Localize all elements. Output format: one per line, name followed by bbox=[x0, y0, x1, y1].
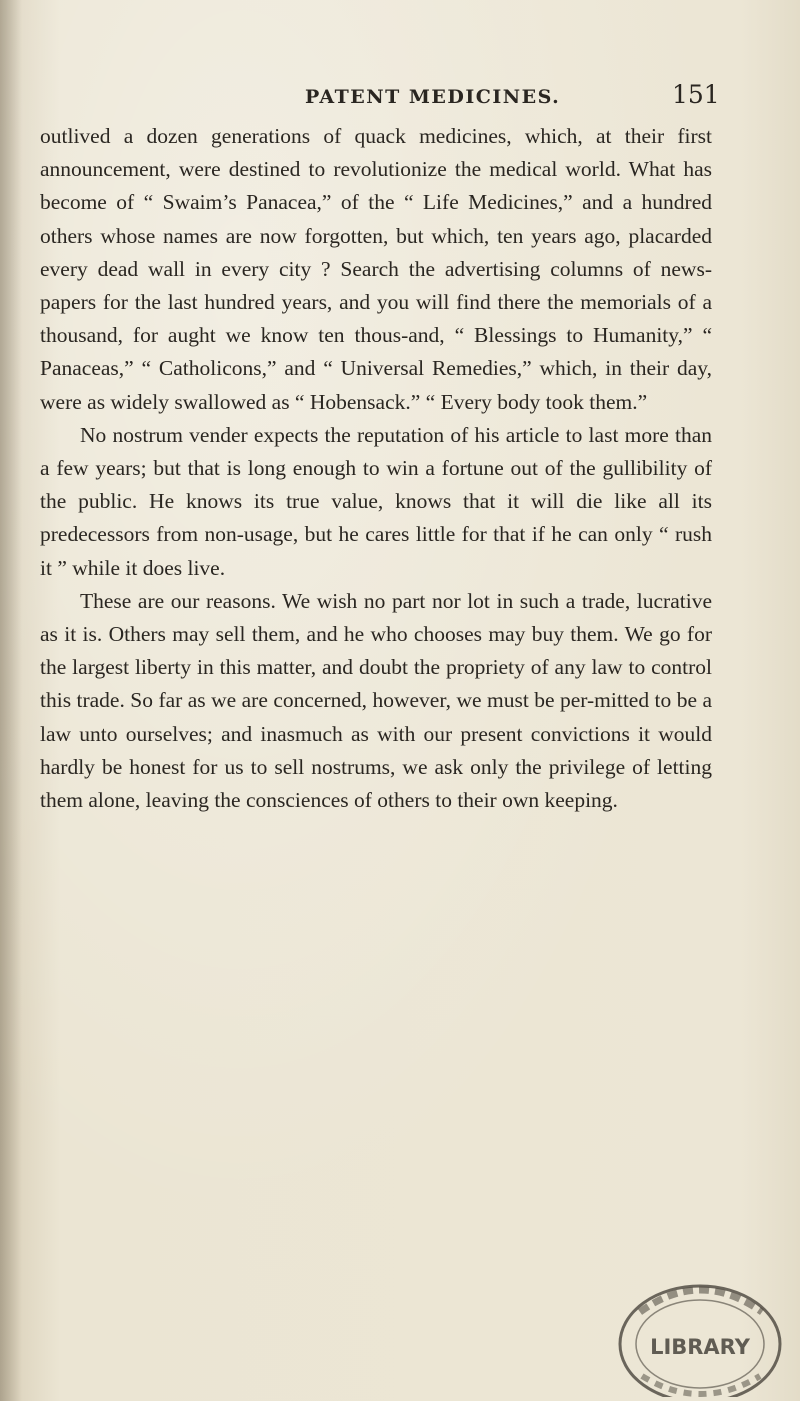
paragraph-1: outlived a dozen generations of quack medicines, which, at their first announcement, were destined to revolutionize the medical world. What has become of “ Swaim’s Panacea,” of the “ Life Medicines,” and a hundred others whose names are now forgotten, but which, ten years ago, placarded every dead wall in every city ? Search the advertising columns of news-papers for the last hundred years, and you will find there the memorials of a thousand, for aught we know ten thous-and, “ Blessings to Humanity,” “ Panaceas,” “ Catholicons,” and “ Universal Remedies,” which, in their day, were as widely swallowed as “ Hobensack.” “ Every body took them.” bbox=[40, 124, 712, 414]
paragraph-3: These are our reasons. We wish no part nor lot in such a trade, lucrative as it is. Others may sell them, and he who chooses may buy them. We go for the largest liberty in this matter, and doubt the propriety of any law to control this trade. So far as we are concerned, however, we must be per-mitted to be a law unto ourselves; and inasmuch as with our present convictions it would hardly be honest for us to sell nostrums, we ask only the privilege of letting them alone, leaving the consciences of others to their own keeping. bbox=[40, 588, 712, 813]
page-header bbox=[0, 80, 800, 110]
stamp-text: LIBRARY bbox=[650, 1335, 750, 1359]
running-head: PATENT MEDICINES. bbox=[305, 86, 561, 108]
library-stamp bbox=[612, 1272, 788, 1397]
paragraph-2: No nostrum vender expects the reputation of his article to last more than a few years; but that is long enough to win a fortune out of the gullibility of the public. He knows its true value, knows that it will die like all its predecessors from non-usage, but he cares little for that if he can only “ rush it ” while it does live. bbox=[40, 422, 712, 580]
spine-shadow bbox=[0, 0, 22, 1401]
page-number: 151 bbox=[672, 80, 720, 109]
body-text bbox=[40, 120, 712, 817]
